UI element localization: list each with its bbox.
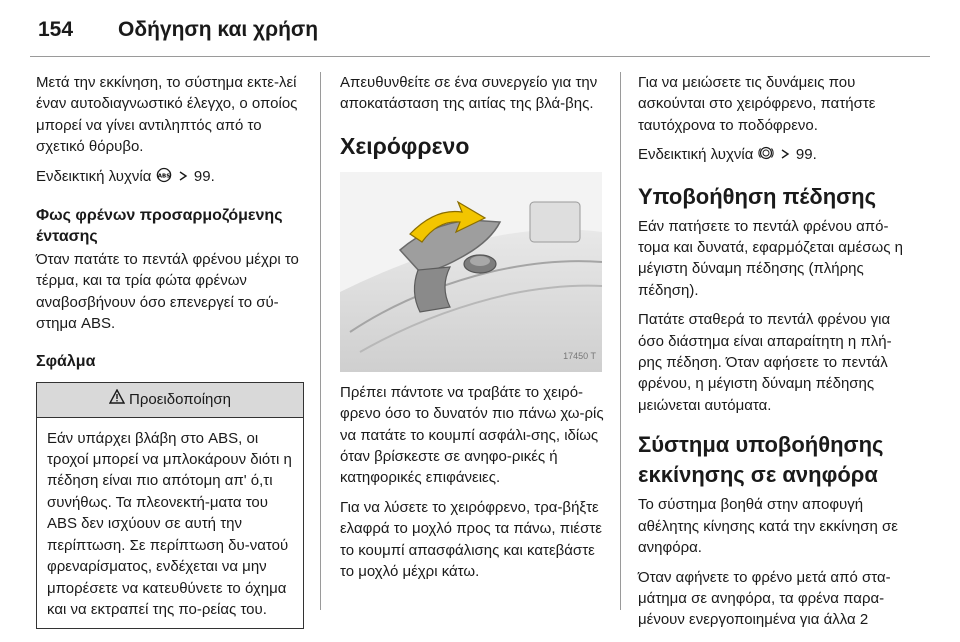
paragraph: Απευθυνθείτε σε ένα συνεργείο για την αποκατάσταση της αιτίας της βλά-βης.: [340, 74, 598, 113]
paragraph: Το σύστημα βοηθά στην αποφυγή αθέλητης κίνησης κατά την εκκίνηση σε ανηφόρα.: [638, 496, 898, 557]
page-header: [0, 0, 960, 56]
paragraph: Όταν αφήνετε το φρένο μετά από στα-μάτημα σε ανηφόρα, τα φρένα παρα-μένουν ενεργοποιημένα για άλλα 2: [638, 568, 891, 629]
paragraph: Για να μειώσετε τις δυνάμεις που ασκούνται στο χειρόφρενο, πατήστε ταυτόχρονα το ποδόφρενο.: [638, 74, 876, 134]
page-number: 154: [38, 18, 74, 41]
paragraph: Πατάτε σταθερά το πεντάλ φρένου για όσο διάστημα είναι απαραίτητη η πλή-ρης πέδηση. Όταν αφήσετε το πεντάλ φρένου, η μέγιστη δύναμη πέδησης μειώνεται αυτόματα.: [638, 311, 892, 414]
paragraph: Όταν πατάτε το πεντάλ φρένου μέχρι το τέρμα, και τα τρία φώτα φρένων αναβοσβήνουν όσο επενεργεί το σύ-στημα ABS.: [36, 251, 299, 333]
indicator-label: Ενδεικτική λυχνία: [36, 167, 152, 185]
abs-warning-icon: [156, 167, 172, 189]
parking-brake-illustration: [340, 172, 602, 372]
section-heading-parking-brake: Χειρόφρενο: [340, 132, 470, 159]
indicator-label: Ενδεικτική λυχνία: [638, 146, 754, 164]
section-heading-fault: Σφάλμα: [36, 352, 96, 370]
figure-code: 17450 T: [563, 351, 596, 362]
page-reference-link[interactable]: 99.: [795, 146, 817, 164]
indicator-lamp-line: [36, 166, 304, 189]
paragraph: Για να λύσετε το χειρόφρενο, τρα-βήξτε ελαφρά το μοχλό προς τα πάνω, πιέστε το κουμπί απασφάλισης και κατεβάστε το μοχλό μέχρι κάτω.: [340, 498, 602, 581]
brake-warning-icon: [758, 145, 774, 167]
warning-body: Εάν υπάρχει βλάβη στο ABS, οι τροχοί μπορεί να μπλοκάρουν διότι η πέδηση είναι πιο απότομη απ' ό,τι συνήθως. Τα πλεονεκτή-ματα του ABS δεν ισχύουν σε αυτή την περίπτωση. Σε περίπτωση δυ-νατού φρεναρίσματος, ενδέχεται να μην μπορέσετε να κατευθύνετε το όχημα και να εκτραπεί της πο-ρείας του.: [47, 429, 292, 618]
indicator-lamp-line: [638, 144, 906, 167]
warning-header: [37, 383, 303, 418]
header-divider: [30, 56, 930, 57]
column-divider-1: [320, 72, 321, 610]
warning-title: Προειδοποίηση: [129, 390, 231, 408]
section-heading-hill-start-assist: Σύστημα υποβοήθησης εκκίνησης σε ανηφόρα: [638, 432, 884, 488]
section-heading-brake-assist: Υποβοήθηση πέδησης: [638, 183, 877, 209]
page-ref-arrow-icon: [178, 167, 188, 188]
warning-box: [36, 382, 304, 630]
column-divider-2: [620, 72, 621, 610]
svg-text:ABS: ABS: [157, 173, 170, 180]
paragraph: Μετά την εκκίνηση, το σύστημα εκτε-λεί έναν αυτοδιαγνωστικό έλεγχο, ο οποίος μπορεί να γίνει αντιληπτός από το σχετικό θόρυβο.: [36, 74, 298, 156]
section-heading-adaptive-brake-lights: Φως φρένων προσαρμοζόμενης έντασης: [36, 207, 283, 246]
column-2: [340, 72, 608, 590]
warning-triangle-icon: [109, 389, 125, 410]
column-3: [638, 72, 906, 639]
column-1: [36, 72, 304, 629]
page-title: Οδήγηση και χρήση: [118, 18, 319, 41]
paragraph: Εάν πατήσετε το πεντάλ φρένου από-τομα και δυνατά, εφαρμόζεται αμέσως η μέγιστη δύναμη πέδησης (πλήρης πέδηση).: [638, 217, 903, 299]
page-reference-link[interactable]: 99.: [193, 167, 215, 185]
page-ref-arrow-icon: [780, 145, 790, 166]
paragraph: Πρέπει πάντοτε να τραβάτε το χειρό-φρενο όσο το δυνατόν πιο πάνω χω-ρίς να πατάτε το κουμπί ασφάλι-σης, ιδίως όταν βρίσκεστε σε ανηφο-ρικές ή κατηφορικές επιφάνειες.: [340, 383, 604, 487]
